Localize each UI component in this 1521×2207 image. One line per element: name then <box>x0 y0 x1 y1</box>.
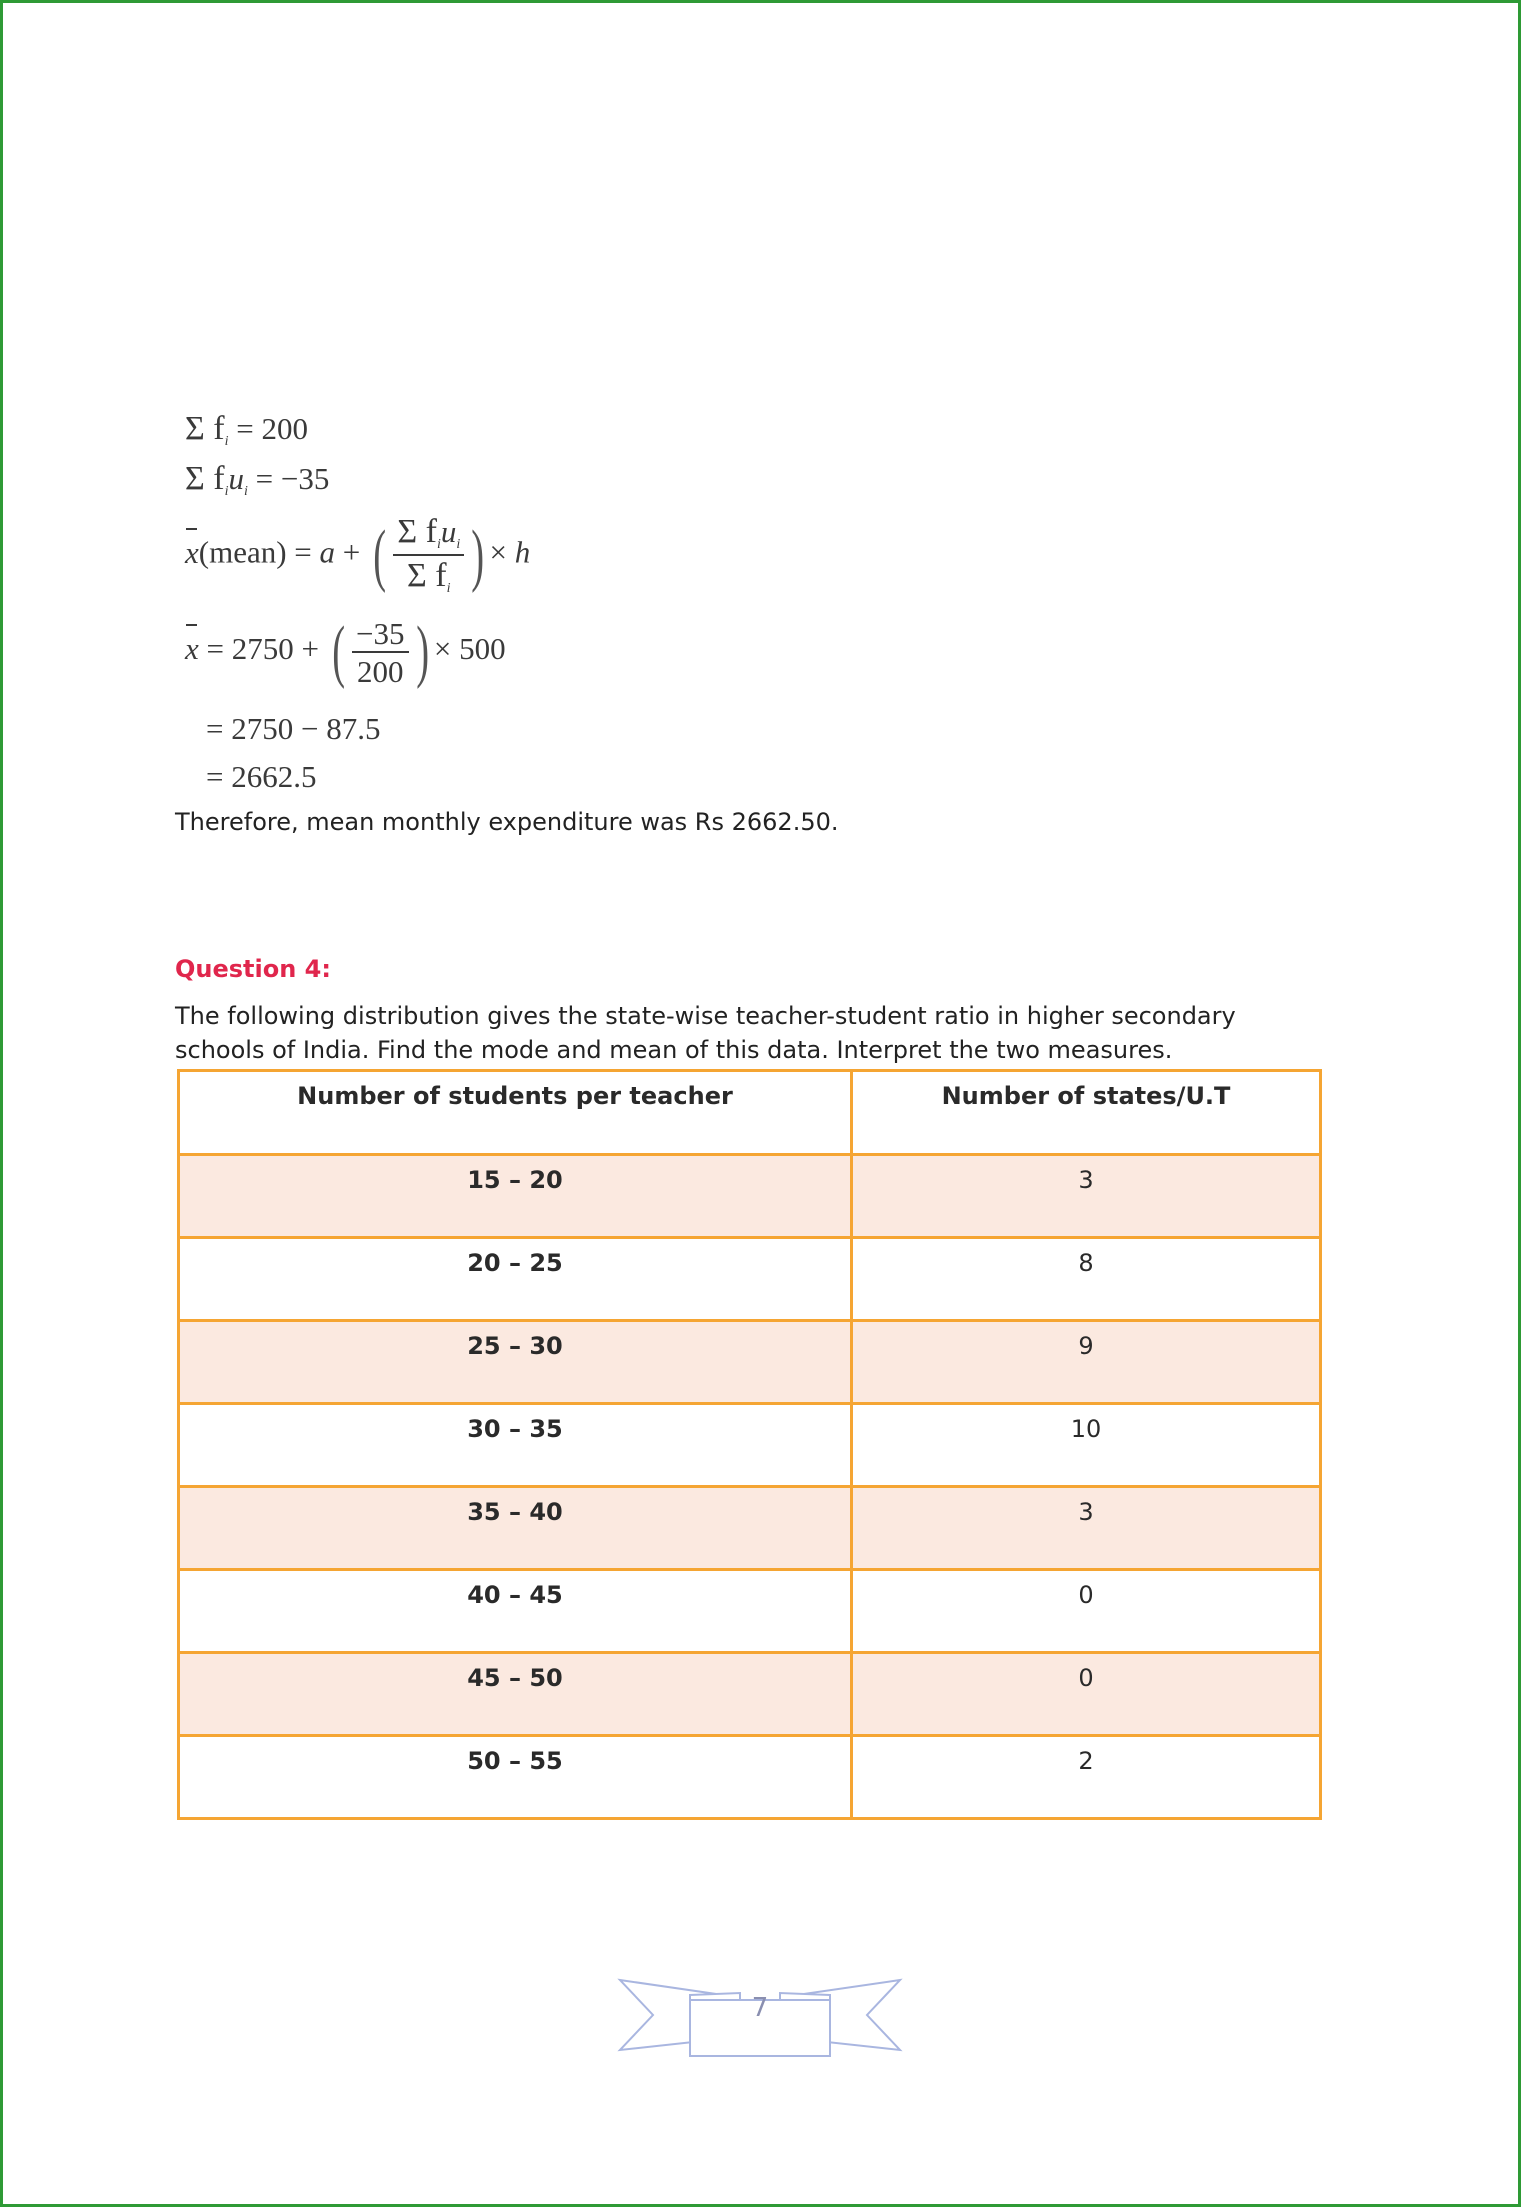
question-heading: Question 4: <box>175 955 331 983</box>
formula-step-1: = 2750 − 87.5 <box>206 711 381 746</box>
subscript: i <box>456 537 461 552</box>
formula-mean-substitution <box>185 613 506 690</box>
numerator <box>393 515 464 556</box>
count-cell: 9 <box>852 1321 1321 1404</box>
table-row <box>179 1238 1321 1321</box>
count-cell: 3 <box>852 1487 1321 1570</box>
frequency-table <box>177 1069 1322 1820</box>
interval-cell: 20 – 25 <box>179 1238 852 1321</box>
denominator <box>403 556 455 596</box>
formula-text: = 2750 + <box>198 631 327 667</box>
table-row <box>179 1487 1321 1570</box>
formula-mean-definition <box>185 515 530 596</box>
header-students-per-teacher: Number of students per teacher <box>179 1071 852 1155</box>
interval-cell: 45 – 50 <box>179 1653 852 1736</box>
right-paren: ) <box>471 516 485 594</box>
interval-cell: 25 – 30 <box>179 1321 852 1404</box>
table-row <box>179 1570 1321 1653</box>
count-cell: 3 <box>852 1155 1321 1238</box>
count-cell: 8 <box>852 1238 1321 1321</box>
formula-text: (mean) = <box>198 534 320 570</box>
formula-var: a <box>319 534 336 570</box>
table-row <box>179 1321 1321 1404</box>
formula-text: Σ f <box>397 513 437 550</box>
table-row <box>179 1736 1321 1819</box>
conclusion-text: Therefore, mean monthly expenditure was Rs 2662.50. <box>175 808 839 836</box>
interval-cell: 30 – 35 <box>179 1404 852 1487</box>
formula-var: h <box>514 534 531 570</box>
subscript: i <box>446 581 451 596</box>
formula-step-2: = 2662.5 <box>206 759 317 794</box>
formula-text: × 500 <box>433 631 506 667</box>
subscript: i <box>224 434 229 449</box>
formula-text: × <box>489 534 515 570</box>
formula-text: = −35 <box>255 461 330 496</box>
table-row <box>179 1404 1321 1487</box>
count-cell: 0 <box>852 1653 1321 1736</box>
interval-cell: 50 – 55 <box>179 1736 852 1819</box>
denominator: 200 <box>357 653 404 689</box>
header-number-of-states: Number of states/U.T <box>852 1071 1321 1155</box>
fraction <box>393 515 464 596</box>
right-paren: ) <box>415 613 429 690</box>
left-paren: ( <box>331 613 345 690</box>
table-row <box>179 1653 1321 1736</box>
formula-text: = 200 <box>236 411 308 446</box>
x-bar: x <box>185 534 199 570</box>
formula-text: Σ f <box>185 410 225 447</box>
interval-cell: 15 – 20 <box>179 1155 852 1238</box>
count-cell: 0 <box>852 1570 1321 1653</box>
fraction <box>352 615 408 689</box>
subscript: i <box>244 484 248 499</box>
formula-var: u <box>440 514 457 549</box>
question-body-line-1: The following distribution gives the state-wise teacher-student ratio in higher secondary <box>175 1002 1236 1030</box>
interval-cell: 40 – 45 <box>179 1570 852 1653</box>
left-paren: ( <box>373 516 387 594</box>
table-row <box>179 1155 1321 1238</box>
numerator: −35 <box>352 618 408 653</box>
x-bar: x <box>185 631 199 667</box>
subscript: i <box>436 537 441 552</box>
subscript: i <box>224 484 229 499</box>
table-header-row <box>179 1071 1321 1155</box>
formula-sum-fu <box>185 462 329 499</box>
page-number: 7 <box>751 1993 769 2023</box>
formula-text: Σ f <box>407 557 447 594</box>
formula-sum-f <box>185 412 308 449</box>
count-cell: 2 <box>852 1736 1321 1819</box>
formula-text: Σ f <box>185 460 225 497</box>
interval-cell: 35 – 40 <box>179 1487 852 1570</box>
count-cell: 10 <box>852 1404 1321 1487</box>
formula-var: u <box>228 461 245 496</box>
question-body-line-2: schools of India. Find the mode and mean of this data. Interpret the two measures. <box>175 1036 1173 1064</box>
formula-text: + <box>335 534 369 570</box>
